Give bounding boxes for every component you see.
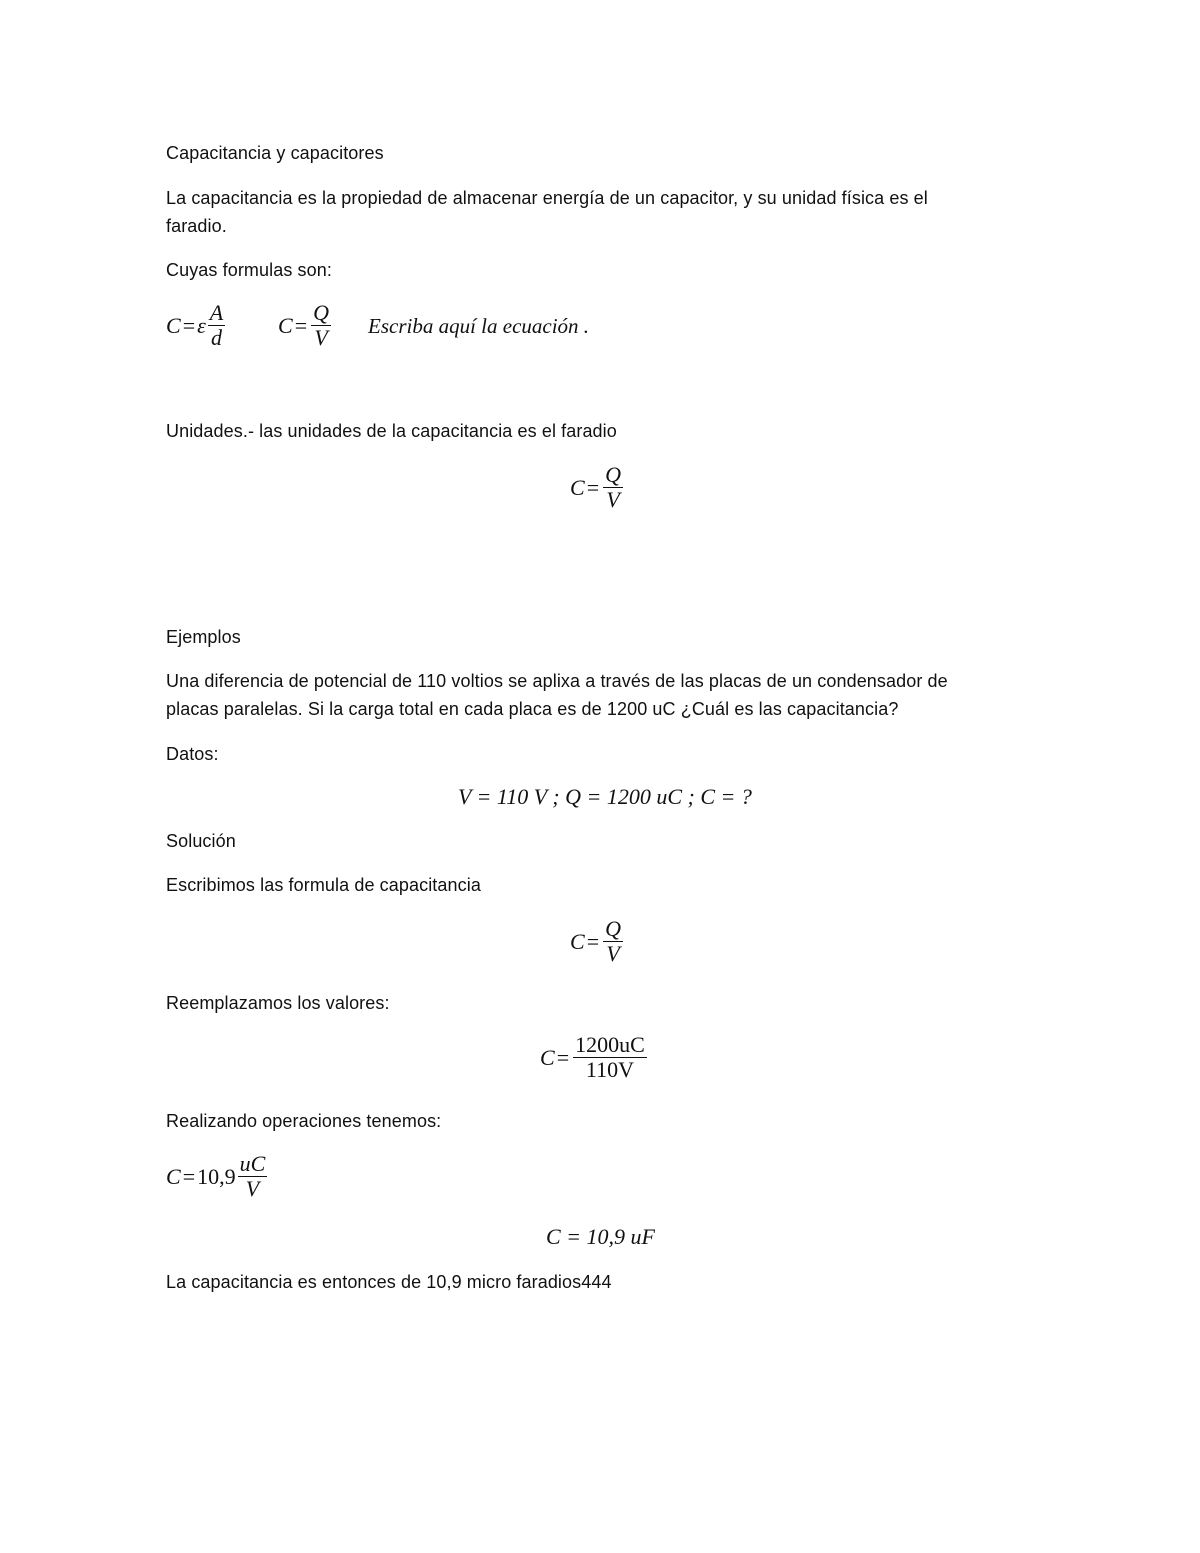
units-formula-equals: = — [586, 474, 600, 500]
replace-label: Reemplazamos los valores: — [166, 993, 390, 1013]
solution-formula — [570, 918, 625, 965]
units-formula-denominator: V — [606, 487, 620, 512]
formula1-equals: = — [182, 312, 196, 338]
solution-formula-lhs: C — [570, 928, 585, 954]
formula1-epsilon: ε — [197, 312, 206, 338]
formula1-lhs: C — [166, 312, 181, 338]
replace-formula — [540, 1034, 649, 1081]
formula1-denominator: d — [211, 325, 222, 350]
units-formula — [570, 464, 625, 511]
solution-label: Solución — [166, 831, 236, 851]
intro-text-line-2: faradio. — [166, 216, 227, 236]
result1-equals: = — [182, 1163, 196, 1189]
data-formula: V = 110 V ; Q = 1200 uC ; C = ? — [458, 784, 752, 809]
replace-formula-denominator: 110V — [585, 1057, 634, 1082]
result-formula-2: C = 10,9 uF — [546, 1224, 655, 1249]
units-formula-lhs: C — [570, 474, 585, 500]
formula2-equals: = — [294, 312, 308, 338]
result-formula-1 — [166, 1153, 269, 1200]
formula2-lhs: C — [278, 312, 293, 338]
solution-formula-denominator: V — [606, 941, 620, 966]
problem-line-1: Una diferencia de potencial de 110 voltios se aplixa a través de las placas de un condensador de — [166, 671, 948, 691]
problem-line-2: placas paralelas. Si la carga total en cada placa es de 1200 uC ¿Cuál es las capacitancia? — [166, 699, 899, 719]
formula2-denominator: V — [314, 325, 328, 350]
equation-placeholder[interactable]: Escriba aquí la ecuación . — [368, 314, 590, 338]
formulas-label: Cuyas formulas son: — [166, 260, 332, 280]
data-label: Datos: — [166, 744, 219, 764]
units-line: Unidades.- las unidades de la capacitancia es el faradio — [166, 421, 617, 441]
solution-formula-equals: = — [586, 928, 600, 954]
formula-capacitance-charge — [278, 302, 333, 349]
formula-capacitance-geometry — [166, 302, 227, 349]
write-formula-label: Escribimos las formula de capacitancia — [166, 875, 481, 895]
conclusion-text: La capacitancia es entonces de 10,9 micro faradios444 — [166, 1272, 612, 1292]
units-formula-numerator: Q — [605, 462, 621, 487]
formula2-numerator: Q — [313, 300, 329, 325]
formula1-numerator: A — [209, 300, 224, 325]
document-title: Capacitancia y capacitores — [166, 143, 384, 163]
replace-formula-equals: = — [556, 1044, 570, 1070]
operations-label: Realizando operaciones tenemos: — [166, 1111, 442, 1131]
examples-heading: Ejemplos — [166, 627, 241, 647]
replace-formula-numerator: 1200uC — [575, 1032, 645, 1057]
intro-text-line-1: La capacitancia es la propiedad de almacenar energía de un capacitor, y su unidad física es el — [166, 188, 928, 208]
result1-numerator: uC — [239, 1151, 266, 1176]
replace-formula-lhs: C — [540, 1044, 555, 1070]
result1-lhs: C — [166, 1163, 181, 1189]
result1-denominator: V — [245, 1176, 260, 1201]
result1-coefficient: 10,9 — [197, 1163, 236, 1189]
solution-formula-numerator: Q — [605, 916, 621, 941]
